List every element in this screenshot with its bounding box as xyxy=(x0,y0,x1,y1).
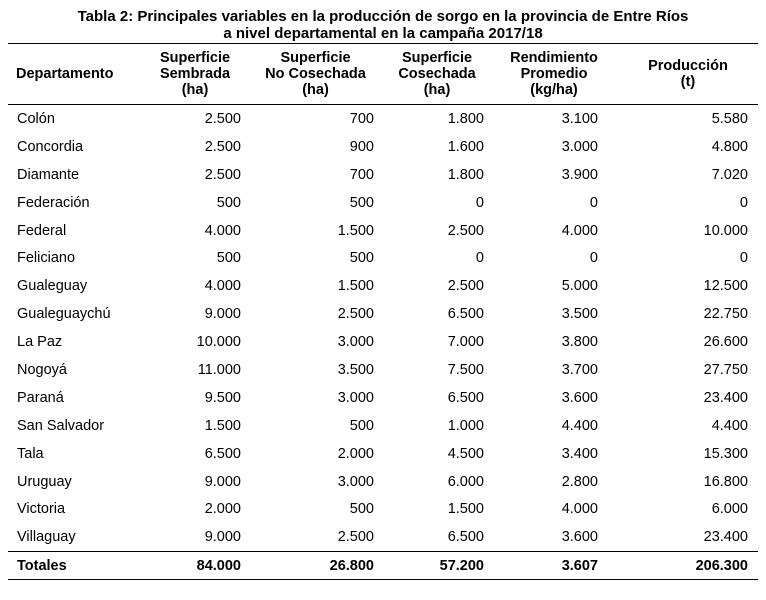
departamento-cell: Uruguay xyxy=(17,473,72,490)
cosechada-cell: 6.500 xyxy=(447,389,484,406)
produccion-cell: 0 xyxy=(739,250,748,267)
produccion-cell: 23.400 xyxy=(703,529,748,546)
header-line: (kg/ha) xyxy=(530,82,578,98)
produccion-cell: 26.600 xyxy=(703,334,748,351)
produccion-cell: 4.800 xyxy=(711,138,748,155)
departamento-cell: Gualeguaychú xyxy=(17,306,111,323)
table-title-line-2: a nivel departamental en la campaña 2017/18 xyxy=(223,25,543,42)
sembrada-cell: 9.000 xyxy=(204,529,241,546)
rendimiento-cell: 0 xyxy=(589,250,598,267)
table-row xyxy=(8,189,758,217)
produccion-cell: 7.020 xyxy=(711,166,748,183)
header-line: Superficie xyxy=(280,50,351,66)
table-row xyxy=(8,161,758,189)
rendimiento-cell: 2.800 xyxy=(561,473,598,490)
no-cosechada-cell: 2.500 xyxy=(337,529,374,546)
produccion-cell: 27.750 xyxy=(703,361,748,378)
cosechada-cell: 7.500 xyxy=(447,361,484,378)
departamento-cell: Gualeguay xyxy=(17,278,88,295)
table-header xyxy=(8,44,758,105)
produccion-cell: 0 xyxy=(739,194,748,211)
table-row xyxy=(8,495,758,523)
header-line: Producción xyxy=(648,58,728,74)
header-row xyxy=(8,44,758,105)
no-cosechada-cell: 700 xyxy=(349,110,374,127)
no-cosechada-cell: 1.500 xyxy=(337,222,374,239)
rendimiento-cell: 0 xyxy=(589,194,598,211)
rendimiento-cell: 4.400 xyxy=(561,417,598,434)
table-row xyxy=(8,523,758,551)
cosechada-cell: 1.800 xyxy=(447,110,484,127)
rendimiento-cell: 3.900 xyxy=(561,166,598,183)
header-line: Departamento xyxy=(16,66,114,82)
cosechada-cell: 6.500 xyxy=(447,529,484,546)
totals-cosechada-cell: 57.200 xyxy=(384,552,490,580)
departamento-cell: Concordia xyxy=(17,138,84,155)
table-row xyxy=(8,468,758,496)
rendimiento-cell: 3.000 xyxy=(561,138,598,155)
table-row xyxy=(8,272,758,300)
header-line: Rendimiento xyxy=(510,50,598,66)
departamento-cell: Paraná xyxy=(17,389,64,406)
departamento-cell: Villaguay xyxy=(17,529,76,546)
produccion-cell: 6.000 xyxy=(711,501,748,518)
sembrada-cell: 9.000 xyxy=(204,473,241,490)
header-line: Promedio xyxy=(520,66,588,82)
cosechada-cell: 1.600 xyxy=(447,138,484,155)
cosechada-cell: 2.500 xyxy=(447,278,484,295)
table-row xyxy=(8,133,758,161)
no-cosechada-cell: 500 xyxy=(349,417,374,434)
totals-no-cosechada-cell: 26.800 xyxy=(247,552,384,580)
header-line: (ha) xyxy=(423,82,451,98)
header-line: Cosechada xyxy=(398,66,476,82)
totals-rendimiento-cell: 3.607 xyxy=(490,552,618,580)
sorghum-production-table xyxy=(8,43,758,580)
sembrada-cell: 9.000 xyxy=(204,306,241,323)
table-row xyxy=(8,440,758,468)
produccion-cell: 16.800 xyxy=(703,473,748,490)
sembrada-cell: 500 xyxy=(216,250,241,267)
table-row xyxy=(8,300,758,328)
no-cosechada-cell: 500 xyxy=(349,250,374,267)
rendimiento-cell: 3.100 xyxy=(561,110,598,127)
produccion-cell: 12.500 xyxy=(703,278,748,295)
departamento-cell: Federal xyxy=(17,222,67,239)
no-cosechada-cell: 3.500 xyxy=(337,361,374,378)
table-row xyxy=(8,244,758,272)
cosechada-cell: 6.000 xyxy=(447,473,484,490)
table-title xyxy=(8,8,758,42)
rendimiento-cell: 3.700 xyxy=(561,361,598,378)
departamento-cell: Tala xyxy=(17,445,44,462)
cosechada-cell: 0 xyxy=(475,194,484,211)
header-line: Superficie xyxy=(401,50,473,66)
rendimiento-cell: 3.800 xyxy=(561,334,598,351)
table-body xyxy=(8,105,758,552)
no-cosechada-cell: 500 xyxy=(349,194,374,211)
rendimiento-cell: 3.400 xyxy=(561,445,598,462)
totals-produccion-cell: 206.300 xyxy=(618,552,758,580)
no-cosechada-cell: 1.500 xyxy=(337,278,374,295)
header-line: (ha) xyxy=(302,82,329,98)
produccion-cell: 4.400 xyxy=(711,417,748,434)
table-title-line-1: Tabla 2: Principales variables en la producción de sorgo en la provincia de Entre Ríos xyxy=(77,8,689,25)
table-footer xyxy=(8,552,758,580)
cosechada-cell: 2.500 xyxy=(447,222,484,239)
sembrada-cell: 4.000 xyxy=(204,222,241,239)
no-cosechada-cell: 500 xyxy=(349,501,374,518)
produccion-cell: 10.000 xyxy=(703,222,748,239)
cosechada-cell: 6.500 xyxy=(447,306,484,323)
rendimiento-cell: 3.600 xyxy=(561,389,598,406)
departamento-cell: Federación xyxy=(17,194,90,211)
produccion-cell: 5.580 xyxy=(711,110,748,127)
sembrada-cell: 2.500 xyxy=(204,166,241,183)
rendimiento-cell: 4.000 xyxy=(561,501,598,518)
header-line: Sembrada xyxy=(159,66,231,82)
table-row xyxy=(8,328,758,356)
rendimiento-cell: 5.000 xyxy=(561,278,598,295)
cosechada-cell: 1.800 xyxy=(447,166,484,183)
rendimiento-cell: 3.500 xyxy=(561,306,598,323)
sembrada-cell: 1.500 xyxy=(204,417,241,434)
table-row xyxy=(8,412,758,440)
header-superficie-cosechada xyxy=(384,44,490,105)
header-line: (ha) xyxy=(181,82,209,98)
departamento-cell: Feliciano xyxy=(17,250,76,267)
produccion-cell: 22.750 xyxy=(703,306,748,323)
no-cosechada-cell: 3.000 xyxy=(337,389,374,406)
produccion-cell: 23.400 xyxy=(703,389,748,406)
no-cosechada-cell: 900 xyxy=(349,138,374,155)
sembrada-cell: 2.500 xyxy=(204,138,241,155)
no-cosechada-cell: 3.000 xyxy=(337,334,374,351)
sembrada-cell: 4.000 xyxy=(204,278,241,295)
sembrada-cell: 2.500 xyxy=(204,110,241,127)
departamento-cell: La Paz xyxy=(17,334,63,351)
sembrada-cell: 2.000 xyxy=(204,501,241,518)
no-cosechada-cell: 2.000 xyxy=(337,445,374,462)
departamento-cell: San Salvador xyxy=(17,417,105,434)
no-cosechada-cell: 2.500 xyxy=(337,306,374,323)
sembrada-cell: 10.000 xyxy=(196,334,241,351)
header-rendimiento-promedio xyxy=(490,44,618,105)
departamento-cell: Victoria xyxy=(17,501,66,518)
produccion-cell: 15.300 xyxy=(703,445,748,462)
table-row xyxy=(8,217,758,245)
departamento-cell: Nogoyá xyxy=(17,361,67,378)
cosechada-cell: 1.000 xyxy=(447,417,484,434)
no-cosechada-cell: 700 xyxy=(349,166,374,183)
cosechada-cell: 1.500 xyxy=(447,501,484,518)
cosechada-cell: 0 xyxy=(475,250,484,267)
header-line: (t) xyxy=(680,74,696,90)
departamento-cell: Colón xyxy=(17,110,55,127)
table-row xyxy=(8,384,758,412)
sembrada-cell: 6.500 xyxy=(204,445,241,462)
sembrada-cell: 500 xyxy=(216,194,241,211)
rendimiento-cell: 4.000 xyxy=(561,222,598,239)
totals-row xyxy=(8,552,758,580)
header-produccion xyxy=(618,44,758,105)
sembrada-cell: 11.000 xyxy=(197,361,241,378)
cosechada-cell: 7.000 xyxy=(447,334,484,351)
totals-label: Totales xyxy=(8,552,143,580)
header-departamento xyxy=(8,44,143,105)
header-line: No Cosechada xyxy=(265,66,366,82)
header-superficie-sembrada xyxy=(143,44,247,105)
totals-sembrada-cell: 84.000 xyxy=(143,552,247,580)
departamento-cell: Diamante xyxy=(17,166,80,183)
header-superficie-no-cosechada xyxy=(247,44,384,105)
rendimiento-cell: 3.600 xyxy=(561,529,598,546)
no-cosechada-cell: 3.000 xyxy=(337,473,374,490)
sembrada-cell: 9.500 xyxy=(204,389,241,406)
table-row xyxy=(8,356,758,384)
table-row xyxy=(8,105,758,133)
cosechada-cell: 4.500 xyxy=(447,445,484,462)
header-line: Superficie xyxy=(159,50,231,66)
